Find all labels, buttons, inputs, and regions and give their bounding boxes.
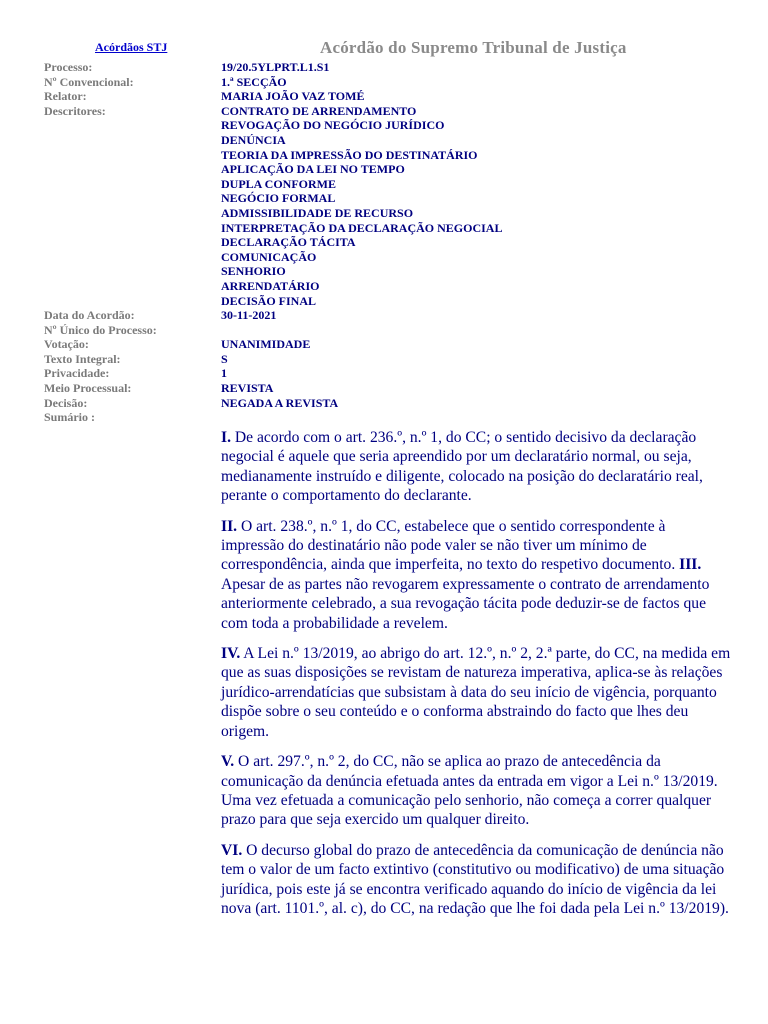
label-meio: Meio Processual: xyxy=(44,381,132,396)
value-processo: 19/20.5YLPRT.L1.S1 xyxy=(221,60,330,74)
descritor-item: ADMISSIBILIDADE DE RECURSO xyxy=(221,205,414,220)
row-decisao xyxy=(44,396,744,411)
summary-text xyxy=(221,428,731,929)
descritor-item: ARRENDATÁRIO xyxy=(221,278,320,293)
summary-body: A Lei n.º 13/2019, ao abrigo do art. 12.º, n.º 2, 2.ª parte, do CC, na medida em que as suas disposições se revistam de natureza imperativa, aplica-se às relações jurídico-arrendatícias que subsistam à data do seu início de vigência, porquanto dispõe sobre o seu conteúdo e o conforma abstraindo do facto que lhes deu origem. xyxy=(221,645,731,740)
row-data xyxy=(44,308,744,323)
label-texto-integral: Texto Integral: xyxy=(44,351,121,366)
summary-number: III. xyxy=(679,556,702,574)
summary-number: V. xyxy=(221,753,235,771)
value-texto-integral: S xyxy=(221,351,228,366)
summary-number: IV. xyxy=(221,645,241,663)
acordaos-stj-link[interactable]: Acórdãos STJ xyxy=(95,40,168,54)
label-sumario: Sumário : xyxy=(44,410,95,425)
metadata-table xyxy=(44,60,744,425)
value-data: 30-11-2021 xyxy=(221,308,277,323)
summary-paragraph xyxy=(221,841,731,919)
summary-body: Apesar de as partes não revogarem expressamente o contrato de arrendamento anteriormente celebrado, a sua revogação tácita pode deduzir-se de factos que com toda a probabilidade a revelem. xyxy=(221,575,710,632)
row-relator xyxy=(44,89,744,104)
row-unico xyxy=(44,323,744,338)
value-convencional: 1.ª SECÇÃO xyxy=(221,74,287,89)
descritor-item: COMUNICAÇÃO xyxy=(221,249,317,264)
value-privacidade: 1 xyxy=(221,366,227,381)
row-votacao xyxy=(44,337,744,352)
summary-body: De acordo com o art. 236.º, n.º 1, do CC; o sentido decisivo da declaração negocial é aquele que seria apreendido por um declaratário normal, ou seja, medianamente instruído e diligente, colocado na posição do declaratário real, perante o comportamento do declarante. xyxy=(221,429,703,505)
label-votacao: Votação: xyxy=(44,337,89,352)
summary-paragraph xyxy=(221,517,731,633)
label-convencional: Nº Convencional: xyxy=(44,74,134,89)
value-meio: REVISTA xyxy=(221,381,274,396)
descritor-item: REVOGAÇÃO DO NEGÓCIO JURÍDICO xyxy=(221,118,445,133)
descritor-item: DECISÃO FINAL xyxy=(221,293,317,308)
label-data: Data do Acordão: xyxy=(44,308,135,323)
page-title: Acórdão do Supremo Tribunal de Justiça xyxy=(320,38,627,57)
label-privacidade: Privacidade: xyxy=(44,366,110,381)
summary-paragraph xyxy=(221,752,731,830)
summary-paragraph xyxy=(221,644,731,741)
descritor-item: DUPLA CONFORME xyxy=(221,176,336,191)
descritor-item: TEORIA DA IMPRESSÃO DO DESTINATÁRIO xyxy=(221,147,478,162)
descritor-item: SENHORIO xyxy=(221,264,286,279)
label-relator: Relator: xyxy=(44,89,87,104)
summary-body: O decurso global do prazo de antecedência da comunicação de denúncia não tem o valor de um facto extintivo (constitutivo ou modificativo) de uma situação jurídica, pois este já se encontra verificado aquando do início de vigência da lei nova (art. 1101.º, al. c), do CC, na redação que lhe foi dada pela Lei n.º 13/2019). xyxy=(221,841,729,917)
summary-body: O art. 297.º, n.º 2, do CC, não se aplica ao prazo de antecedência da comunicação da denúncia efetuada antes da entrada em vigor a Lei n.º 13/2019. Uma vez efetuada a comunicação pelo senhorio, não começa a correr qualquer prazo para que seja exercido um qualquer direito. xyxy=(221,753,718,829)
descritor-item: DENÚNCIA xyxy=(221,132,286,147)
summary-number: I. xyxy=(221,429,231,446)
summary-number: II. xyxy=(221,517,238,535)
row-texto-integral xyxy=(44,352,744,367)
descritor-item: NEGÓCIO FORMAL xyxy=(221,191,336,206)
row-sumario xyxy=(44,410,744,425)
value-votacao: UNANIMIDADE xyxy=(221,337,311,352)
summary-number: VI. xyxy=(221,841,243,859)
label-decisao: Decisão: xyxy=(44,395,88,410)
descritor-item: CONTRATO DE ARRENDAMENTO xyxy=(221,103,417,118)
row-processo xyxy=(44,60,744,75)
value-relator: MARIA JOÃO VAZ TOMÉ xyxy=(221,89,365,104)
row-privacidade xyxy=(44,366,744,381)
summary-paragraph xyxy=(221,428,731,506)
row-descritores xyxy=(44,104,744,308)
label-unico: Nº Único do Processo: xyxy=(44,322,157,337)
summary-body: O art. 238.º, n.º 1, do CC, estabelece que o sentido correspondente à impressão do destinatário não pode valer se não tiver um mínimo de correspondência, ainda que imperfeita, no texto do respetivo documento. xyxy=(221,517,680,574)
value-decisao: NEGADA A REVISTA xyxy=(221,395,339,410)
row-convencional xyxy=(44,75,744,90)
row-meio xyxy=(44,381,744,396)
descritor-item: DECLARAÇÃO TÁCITA xyxy=(221,235,356,250)
descritor-item: INTERPRETAÇÃO DA DECLARAÇÃO NEGOCIAL xyxy=(221,220,503,235)
label-processo: Processo: xyxy=(44,60,93,74)
page-header xyxy=(0,40,768,62)
label-descritores: Descritores: xyxy=(44,103,106,118)
descritores-list xyxy=(221,104,502,308)
descritor-item: APLICAÇÃO DA LEI NO TEMPO xyxy=(221,162,405,177)
